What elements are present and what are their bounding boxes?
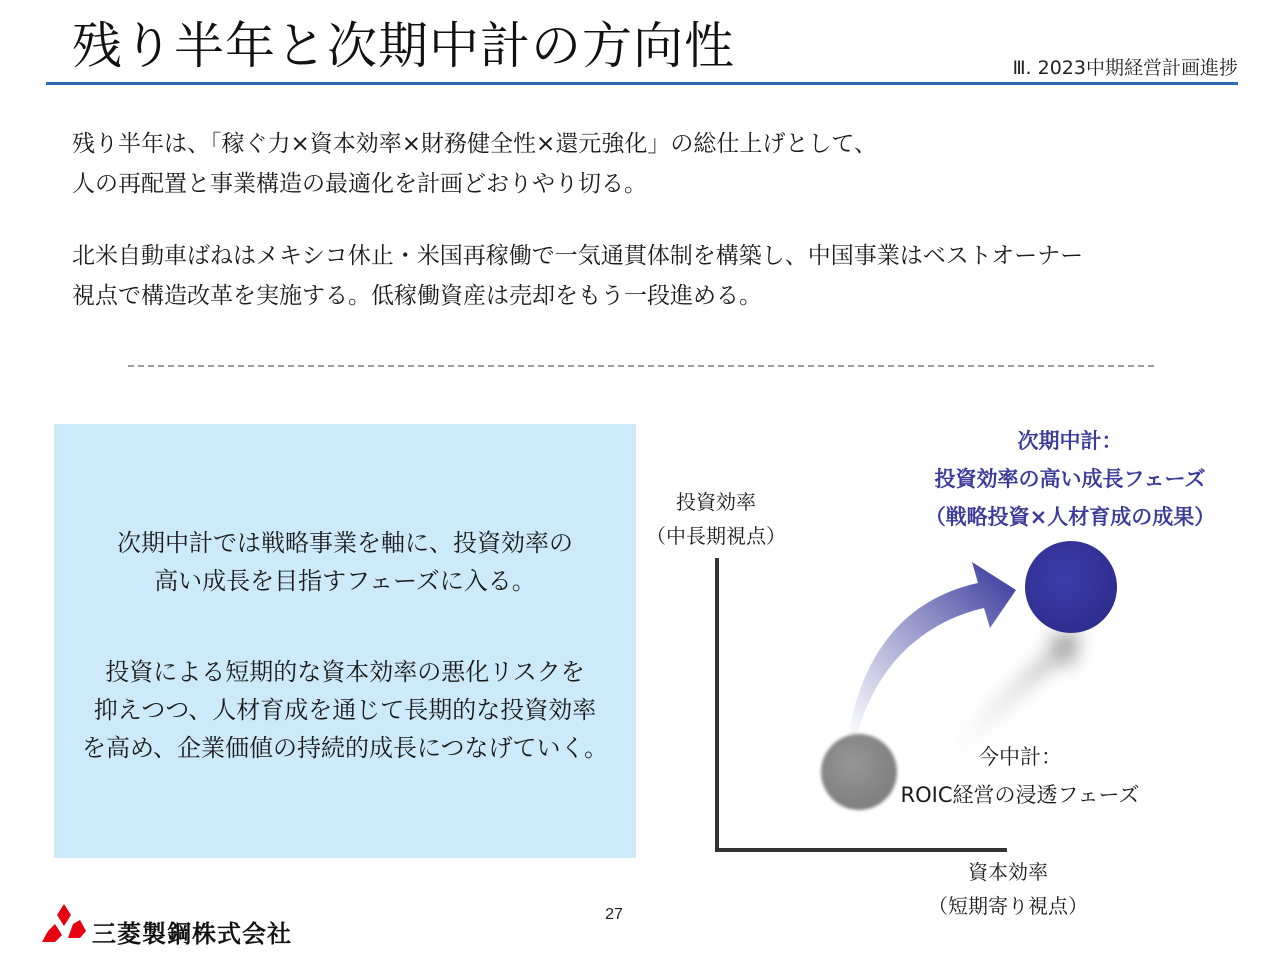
current-plan-line: 今中計： [978,745,1062,769]
x-axis-line: 資本効率 [968,860,1048,884]
summary-line: 投資による短期的な資本効率の悪化リスクを [105,658,585,686]
page-title: 残り半年と次期中計の方向性 [72,17,735,75]
next-plan-line: 投資効率の高い成長フェーズ [934,467,1206,491]
next-plan-circle [1025,541,1117,633]
summary-line: を高め、企業価値の持続的成長につなげていく。 [81,734,609,762]
y-axis-label [626,485,806,553]
next-plan-label [900,422,1240,536]
intro-line: 北米自動車ばねはメキシコ休止・米国再稼働で一気通貫体制を構築し、中国事業はベストオーナー [72,243,1084,269]
current-plan-label [870,738,1170,814]
y-axis-line: 投資効率 [676,490,756,514]
intro-line: 残り半年は、「稼ぐ力×資本効率×財務健全性×還元強化」の総仕上げとして、 [72,131,877,157]
next-plan-line: （戦略投資×人材育成の成果） [924,505,1216,529]
section-label: Ⅲ. 2023中期経営計画進捗 [1012,57,1238,79]
company-name: 三菱製鋼株式会社 [92,920,292,948]
current-plan-line: ROIC経営の浸透フェーズ [900,783,1140,807]
summary-line: 高い成長を目指すフェーズに入る。 [154,567,536,595]
x-axis-line: （短期寄り視点） [928,894,1088,918]
next-plan-line: 次期中計： [1017,429,1123,453]
x-axis-label [918,855,1098,923]
intro-line: 視点で構造改革を実施する。低稼働資産は売却をもう一段進める。 [72,283,762,309]
y-axis-line: （中長期視点） [646,524,786,548]
page-number: 27 [605,906,623,923]
intro-line: 人の再配置と事業構造の最適化を計画どおりやり切る。 [72,171,647,197]
three-diamonds-logo-icon [40,902,88,946]
summary-line: 抑えつつ、人材育成を通じて長期的な投資効率 [93,696,597,724]
summary-line: 次期中計では戦略事業を軸に、投資効率の [117,529,573,557]
